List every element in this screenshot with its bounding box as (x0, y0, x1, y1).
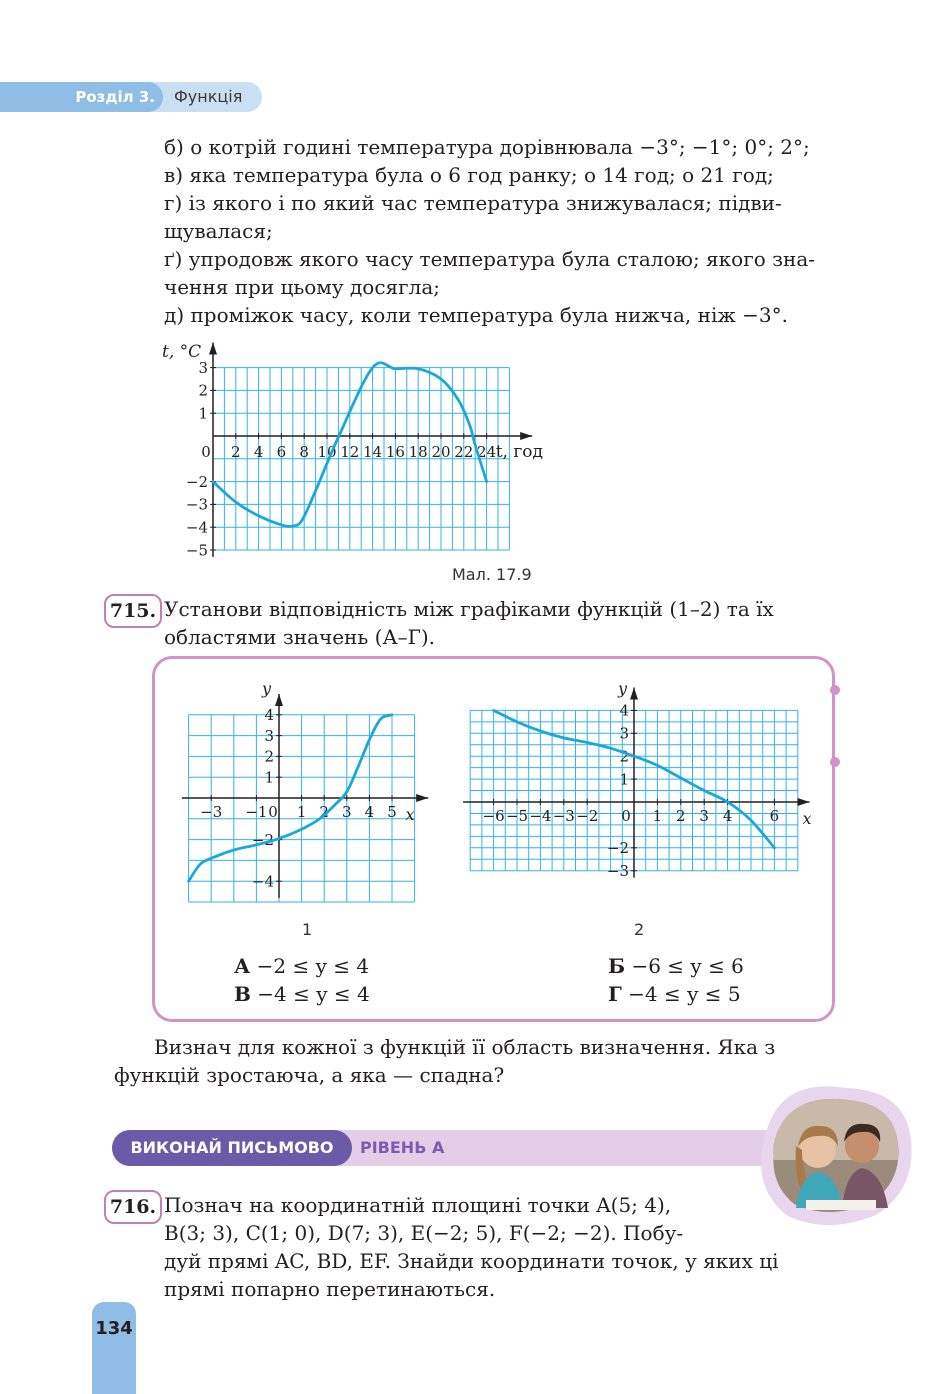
answer-a: А −2 ≤ y ≤ 4 (234, 954, 370, 978)
y-tick-label: 3 (619, 724, 629, 743)
x-tick-label: 0 (201, 443, 211, 461)
task-715-text-2: областями значень (А–Г). (164, 625, 435, 649)
question-g-accent: ґ) упродовж якого часу температура була сталою; якого зна- (164, 247, 816, 271)
x-tick-label: 5 (387, 803, 397, 821)
answer-b: Б −6 ≤ y ≤ 6 (608, 954, 744, 978)
task-716-text-2: B(3; 3), C(1; 0), D(7; 3), E(−2; 5), F(−2; −2). Побу- (164, 1221, 684, 1245)
y-tick-label: 4 (264, 706, 274, 725)
y-axis-arrow (275, 694, 283, 706)
task-715-number: 715. (104, 594, 162, 628)
x-axis-arrow (798, 798, 810, 806)
y-tick-label: 4 (619, 701, 629, 720)
x-tick-label: −6 (482, 807, 505, 825)
y-tick-label: −4 (251, 872, 274, 891)
x-tick-label: 2 (231, 443, 241, 461)
section-topic: Функція (174, 87, 243, 106)
y-axis-arrow (209, 343, 217, 355)
x-axis-label: x (802, 809, 812, 828)
x-tick-label: 0 (621, 807, 631, 825)
y-tick-label: 3 (198, 358, 208, 377)
x-tick-label: 12 (340, 443, 360, 461)
x-tick-label: −1 (245, 803, 268, 821)
x-tick-label: 20 (431, 443, 451, 461)
x-tick-label: 1 (296, 803, 307, 821)
page-number: 134 (92, 1302, 136, 1394)
y-tick-label: 2 (198, 381, 208, 400)
x-tick-label: −2 (576, 807, 599, 825)
y-tick-label: 1 (198, 404, 208, 423)
y-tick-label: 1 (619, 770, 629, 789)
y-axis-label: y (618, 679, 628, 698)
y-axis-arrow (630, 688, 638, 700)
task-716-text-3: дуй прямі AC, BD, EF. Знайди координати точок, у яких ці (164, 1249, 779, 1273)
y-tick-label: 2 (264, 747, 274, 766)
answer-v: В −4 ≤ y ≤ 4 (234, 982, 370, 1006)
x-tick-label: −5 (505, 807, 529, 825)
y-axis-label: y (262, 679, 272, 698)
x-tick-label: 3 (342, 803, 352, 821)
x-tick-label: 6 (276, 443, 287, 461)
x-tick-label: 1 (652, 807, 663, 825)
x-tick-label: 18 (408, 443, 428, 461)
task-716-text-1: Познач на координатній площині точки A(5; 4), (164, 1193, 672, 1217)
students-photo (756, 1080, 916, 1230)
y-tick-label: −2 (606, 839, 629, 858)
task-716-text-4: прямі попарно перетинаються. (164, 1277, 496, 1301)
x-tick-label: 16 (385, 443, 405, 461)
question-b: б) о котрій годині температура дорівнювала −3°; −1°; 0°; 2°; (164, 135, 810, 159)
question-v: в) яка температура була о 6 год ранку; о 14 год; о 21 год; (164, 163, 774, 187)
answer-g: Г −4 ≤ y ≤ 5 (608, 982, 741, 1006)
x-tick-label: −3 (552, 807, 575, 825)
question-g-cont: щувалася; (164, 219, 273, 243)
y-tick-label: −4 (185, 518, 208, 537)
x-tick-label: 24 (477, 443, 497, 461)
x-tick-label: 6 (769, 807, 780, 825)
x-tick-label: −4 (529, 807, 552, 825)
y-tick-label: −2 (185, 472, 208, 491)
y-axis-label: t, °C (162, 342, 202, 362)
x-tick-label: 14 (363, 443, 383, 461)
x-axis-arrow (416, 794, 428, 802)
x-tick-label: 10 (317, 443, 337, 461)
x-axis-label: x (405, 805, 415, 824)
x-tick-label: −3 (200, 803, 223, 821)
graph-1-number: 1 (302, 920, 313, 939)
banner-write-label: ВИКОНАЙ ПИСЬМОВО (112, 1130, 352, 1166)
x-axis-arrow (520, 432, 532, 440)
function-graph-1 (180, 678, 430, 926)
figure-caption: Мал. 17.9 (452, 565, 532, 584)
frame-dot-top (830, 685, 840, 695)
x-tick-label: 2 (319, 803, 329, 821)
x-tick-label: 3 (699, 807, 709, 825)
question-g: г) із якого і по який час температура знижувалася; підви- (164, 191, 782, 215)
y-tick-label: −5 (185, 541, 208, 560)
x-tick-label: 22 (454, 443, 474, 461)
function-graph-2 (448, 678, 830, 888)
question-d: д) проміжок часу, коли температура була нижча, ніж −3°. (164, 303, 788, 327)
followup-text-1: Визнач для кожної з функцій її область визначення. Яка з (154, 1035, 776, 1059)
frame-dot-bottom (830, 757, 840, 767)
banner-level-label: РІВЕНЬ А (360, 1138, 445, 1157)
followup-text-2: функцій зростаюча, а яка — спадна? (114, 1063, 505, 1087)
x-axis-label: t, год (495, 442, 543, 462)
y-tick-label: 2 (619, 747, 629, 766)
temperature-graph (150, 335, 850, 565)
y-tick-label: 3 (264, 726, 274, 745)
y-tick-label: −3 (185, 495, 208, 514)
y-tick-label: −3 (606, 861, 629, 880)
question-g-accent-cont: чення при цьому досягла; (164, 275, 441, 299)
y-tick-label: 1 (264, 768, 274, 787)
graph-2-number: 2 (634, 920, 645, 939)
x-tick-label: 0 (268, 803, 278, 821)
x-tick-label: 4 (364, 803, 375, 821)
x-tick-label: 8 (299, 443, 309, 461)
y-tick-label: −2 (251, 830, 274, 849)
x-tick-label: 4 (253, 443, 264, 461)
x-tick-label: 2 (676, 807, 686, 825)
section-label: Розділ 3. (0, 82, 163, 112)
task-716-number: 716. (104, 1190, 162, 1224)
x-tick-label: 4 (722, 807, 733, 825)
task-715-text-1: Установи відповідність між графіками функцій (1–2) та їх (164, 597, 774, 621)
